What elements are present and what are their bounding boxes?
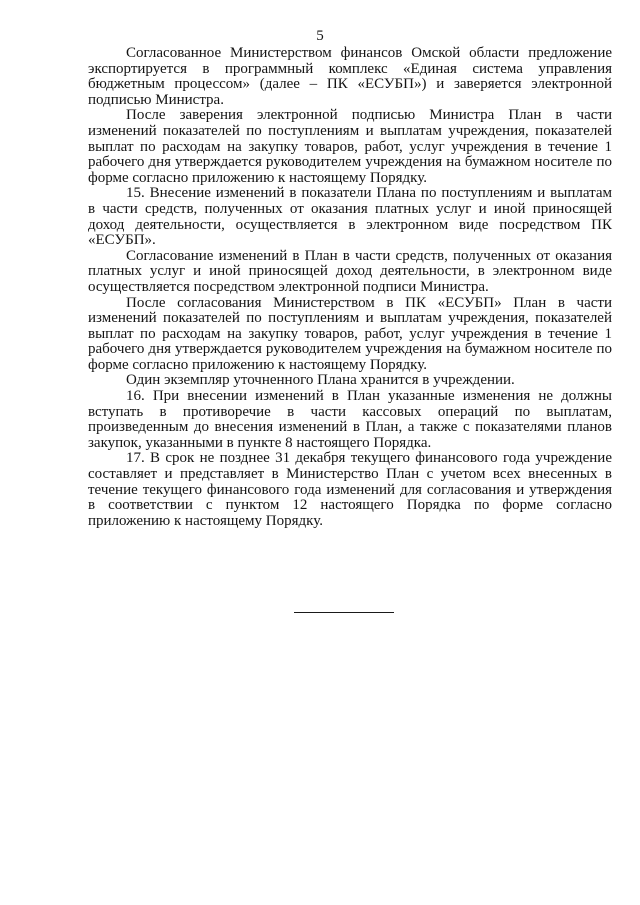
- page-number: 5: [316, 28, 324, 44]
- paragraph-approved-proposal: Согласованное Министерством финансов Омской области предложение экспортируется в программный комплекс «Единая система управления бюджетным процессом» (далее – ПК «ЕСУБП») и заверяется электронной подписью Министра.: [88, 45, 612, 108]
- paragraph-copy-storage: Один экземпляр уточненного Плана хранится в учреждении.: [126, 372, 515, 389]
- paragraph-after-ministry-approval: После согласования Министерством в ПК «ЕСУБП» План в части изменений показателей по поступлениям и выплатам учреждения, показателей выплат по расходам на закупку товаров, работ, услуг учреждения в течение 1 рабочего дня утверждается руководителем учреждения на бумажном носителе по форме согласно приложению к настоящему Порядку.: [88, 294, 612, 373]
- paragraph-paid-services-approval: Согласование изменений в План в части средств, полученных от оказания платных услуг и иной приносящей доход деятельности, в электронном виде осуществляется посредством электронной подписи Министра.: [88, 247, 612, 295]
- end-separator-line: [294, 612, 394, 613]
- paragraph-item-15: 15. Внесение изменений в показатели Плана по поступлениям и выплатам в части средств, полученных от оказания платных услуг и иной приносящей доход деятельности, осуществляется в электронном виде посредством ПК «ЕСУБП».: [88, 185, 612, 249]
- document-body: [88, 46, 612, 529]
- paragraph-after-signature: После заверения электронной подписью Министра План в части изменений показателей по поступлениям и выплатам учреждения, показателей выплат по расходам на закупку товаров, работ, услуг учреждения в течение 1 рабочего дня утверждается руководителем учреждения на бумажном носителе по форме согласно приложению к настоящему Порядку.: [88, 107, 612, 186]
- paragraph-item-17: 17. В срок не позднее 31 декабря текущего финансового года учреждение составляет и представляет в Министерство План с учетом всех внесенных в течение текущего финансового года изменений для согласования и утверждения в соответствии с пунктом 12 настоящего Порядка по форме согласно приложению к настоящему Порядку.: [88, 450, 612, 529]
- paragraph-item-16: 16. При внесении изменений в План указанные изменения не должны вступать в противоречие в части кассовых операций по выплатам, произведенным до внесения изменений в План, а также с показателями планов закупок, указанными в пункте 8 настоящего Порядка.: [88, 388, 612, 451]
